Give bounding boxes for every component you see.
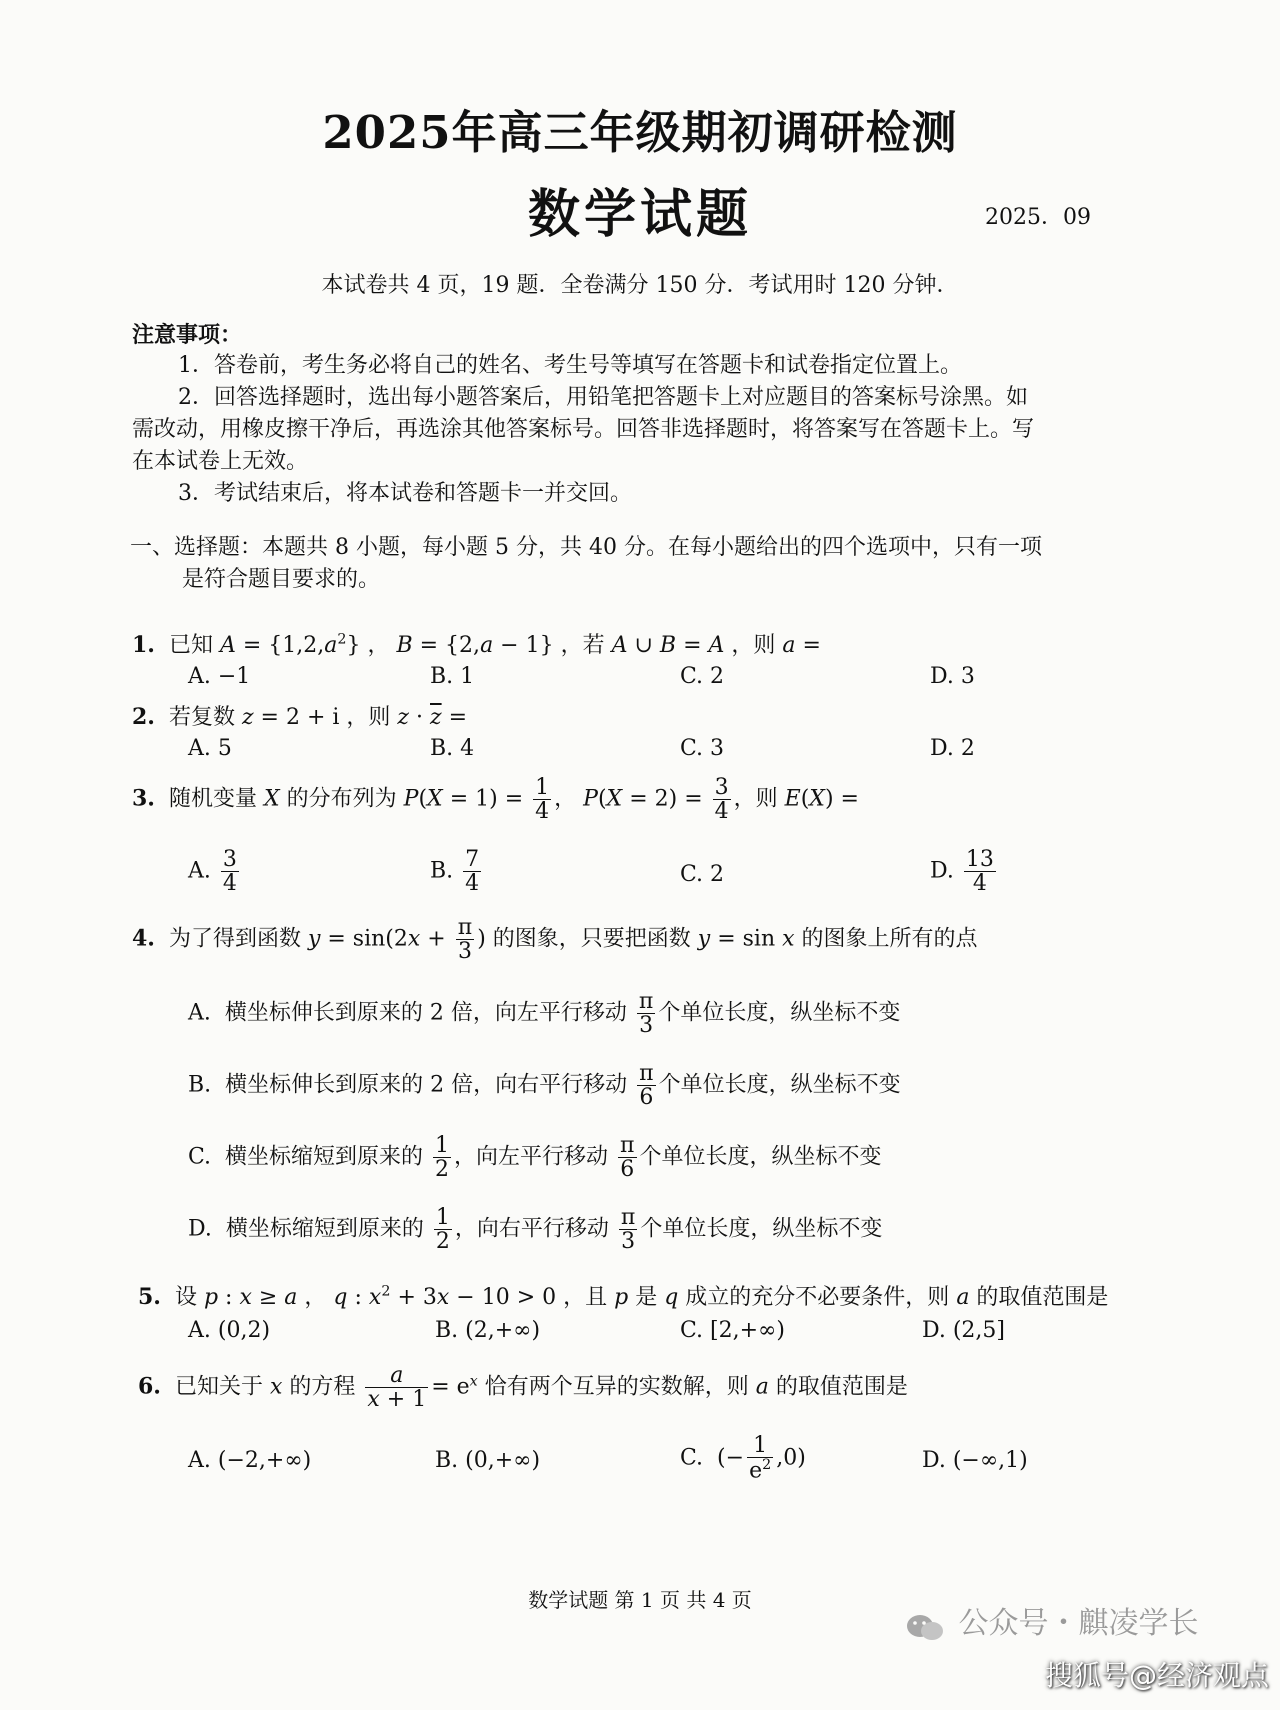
q3-option-b: B. $\frac{7}{4}$ bbox=[430, 847, 480, 897]
exam-intro: 本试卷共 4 页，19 题．全卷满分 150 分．考试用时 120 分钟． bbox=[321, 273, 959, 298]
q3-option-c: C. 2 bbox=[680, 862, 725, 887]
q4-option-b-text: 横坐标伸长到原来的 2 倍，向右平行移动 bbox=[225, 1072, 628, 1098]
question-number: 5. bbox=[138, 1284, 161, 1310]
question-number: 2. bbox=[132, 704, 155, 730]
question-2: 2. 若复数 z = 2 + i ，则 $z \cdot \overline{z}$ = bbox=[132, 704, 468, 730]
question-1: 1. 已知 $A = \{1,2,a^2\}$ ， B = {2,a − 1} ，若 A ∪ B = A ，则 a = bbox=[132, 631, 821, 658]
wechat-watermark-text: 公众号・麒凌学长 bbox=[958, 1606, 1199, 1641]
q3-option-b-label: B. bbox=[430, 858, 454, 884]
q4-option-d-text: 横坐标缩短到原来的 bbox=[225, 1216, 424, 1242]
q6-option-d: D. (−∞,1) bbox=[922, 1448, 1028, 1473]
q6-option-c: C. (− $\frac{1}{e^2}$ ,0) bbox=[680, 1433, 806, 1484]
q1-option-a: A. −1 bbox=[188, 664, 251, 689]
q2-option-b: B. 4 bbox=[430, 736, 475, 761]
q3-option-d-label: D. bbox=[930, 858, 954, 884]
q4-option-tail: 个单位长度，纵坐标不变 bbox=[658, 1000, 901, 1026]
q5-option-a: A. (0,2) bbox=[188, 1318, 271, 1343]
question-5: 5. 设 p : x ≥ a ， q : $x^2 + 3x - 10 > 0$ ，且 p 是 q 成立的充分不必要条件，则 a 的取值范围是 bbox=[138, 1283, 1109, 1310]
q4-option-b: B. 横坐标伸长到原来的 2 倍，向右平行移动 $\frac{\pi}{6}$ 个单位长度，纵坐标不变 bbox=[188, 1061, 901, 1111]
q4-option-c: C. 横坐标缩短到原来的 $\frac{1}{2}$ ，向左平行移动 $\frac{\pi}{6}$ 个单位长度，纵坐标不变 bbox=[188, 1133, 882, 1183]
q6-option-c-label: C. bbox=[680, 1445, 704, 1471]
notice-item-3: 3．考试结束后，将本试卷和答题卡一并交回。 bbox=[178, 481, 632, 506]
q1-option-c: C. 2 bbox=[680, 664, 725, 689]
question-4: 4. 为了得到函数 y = sin(2x + $\frac{\pi}{3}$ ) 的图象，只要把函数 y = sin x 的图象上所有的点 bbox=[132, 915, 978, 965]
wechat-icon bbox=[905, 1609, 949, 1641]
question-3: 3. 随机变量 X 的分布列为 P(X = 1) = $\frac{1}{4}$ ， P(X = 2) = $\frac{3}{4}$ ，则 E(X) = bbox=[132, 775, 859, 825]
page-footer: 数学试题 第 1 页 共 4 页 bbox=[528, 1588, 752, 1612]
notice-item-1: 1．答卷前，考生务必将自己的姓名、考生号等填写在答题卡和试卷指定位置上。 bbox=[178, 353, 962, 378]
question-number: 4. bbox=[132, 925, 155, 952]
question-number: 3. bbox=[132, 785, 155, 812]
section-heading-line-2: 是符合题目要求的。 bbox=[182, 567, 381, 592]
question-number: 1. bbox=[132, 632, 155, 658]
q4-option-tail: 个单位长度，纵坐标不变 bbox=[640, 1216, 883, 1242]
q5-option-c: C. [2,+∞) bbox=[680, 1318, 785, 1343]
section-heading: 一、选择题：本题共 8 小题，每小题 5 分，共 40 分。在每小题给出的四个选项中，只有一项 bbox=[130, 535, 1042, 560]
q4-option-tail: 个单位长度，纵坐标不变 bbox=[639, 1144, 882, 1170]
q4-option-d: D. 横坐标缩短到原来的 $\frac{1}{2}$ ，向右平行移动 $\frac{\pi}{3}$ 个单位长度，纵坐标不变 bbox=[188, 1205, 883, 1255]
q1-option-b: B. 1 bbox=[430, 664, 475, 689]
exam-title: 2025年高三年级期初调研检测 bbox=[322, 106, 958, 159]
notice-heading: 注意事项： bbox=[132, 322, 243, 348]
q4-option-a-text: 横坐标伸长到原来的 2 倍，向左平行移动 bbox=[224, 1000, 627, 1026]
q4-option-a: A. 横坐标伸长到原来的 2 倍，向左平行移动 $\frac{\pi}{3}$ 个单位长度，纵坐标不变 bbox=[188, 989, 901, 1039]
exam-subject-title: 数学试题 bbox=[527, 184, 752, 245]
notice-item-2-line-3: 在本试卷上无效。 bbox=[132, 449, 309, 474]
q4-option-tail: 个单位长度，纵坐标不变 bbox=[658, 1072, 901, 1098]
wechat-watermark bbox=[905, 1598, 1199, 1642]
q4-option-c-text: 横坐标缩短到原来的 bbox=[225, 1144, 424, 1170]
q2-option-d: D. 2 bbox=[930, 736, 975, 761]
q1-option-d: D. 3 bbox=[930, 664, 975, 689]
q3-option-a: A. $\frac{3}{4}$ bbox=[188, 847, 237, 897]
notice-item-2-line-2: 需改动，用橡皮擦干净后，再选涂其他答案标号。回答非选择题时，将答案写在答题卡上。写 bbox=[132, 417, 1035, 442]
q6-option-b: B. (0,+∞) bbox=[435, 1448, 541, 1473]
q3-option-d: D. $\frac{13}{4}$ bbox=[930, 847, 994, 897]
q2-option-c: C. 3 bbox=[680, 736, 725, 761]
question-6: 6. 已知关于 x 的方程 $\frac{a}{x + 1}$ = $e^x$ 恰有两个互异的实数解，则 a 的取值范围是 bbox=[138, 1363, 908, 1413]
q5-option-d: D. (2,5] bbox=[922, 1318, 1005, 1343]
notice-item-2-line-1: 2．回答选择题时，选出每小题答案后，用铅笔把答题卡上对应题目的答案标号涂黑。如 bbox=[178, 385, 1028, 410]
q3-option-a-label: A. bbox=[188, 858, 211, 884]
question-number: 6. bbox=[138, 1373, 161, 1400]
exam-date: 2025．09 bbox=[985, 205, 1091, 230]
q2-option-a: A. 5 bbox=[188, 736, 232, 761]
sohu-watermark: 搜狐号@经济观点 bbox=[1045, 1659, 1270, 1692]
q5-option-b: B. (2,+∞) bbox=[435, 1318, 541, 1343]
q6-option-a: A. (−2,+∞) bbox=[188, 1448, 312, 1473]
